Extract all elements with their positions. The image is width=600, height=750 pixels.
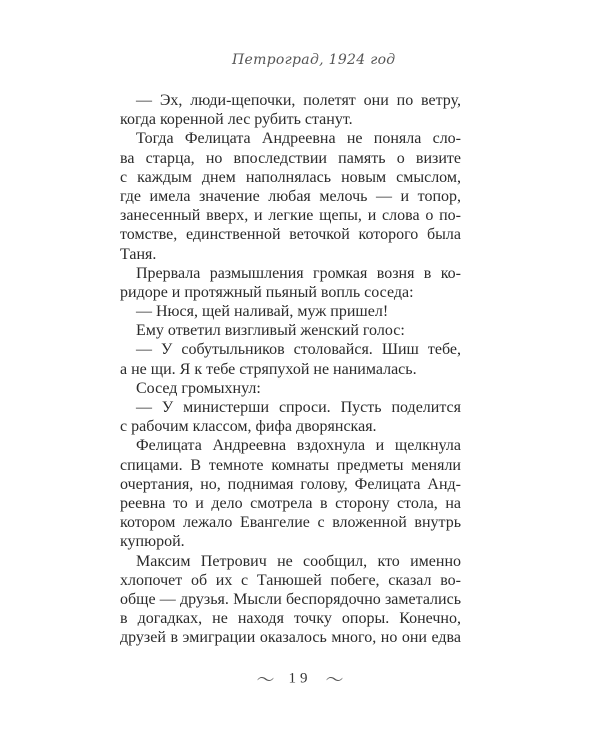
text-line: Сосед громыхнул:: [136, 379, 261, 397]
text-line: Тогда Фелицата Андреевна не поняла сло-: [136, 130, 461, 148]
right-ornament-icon: 〜: [325, 670, 344, 690]
text-line: спицами. В темноте комнаты предметы меняли: [120, 456, 461, 474]
text-line: реевна то и дело смотрела в сторону стола, на: [120, 494, 461, 512]
text-line: ва старца, но впоследствии память о визите: [120, 149, 461, 167]
text-line: где имела значение любая мелочь — и топор,: [120, 187, 461, 205]
text-line: Максим Петрович не сообщил, кто именно: [136, 552, 461, 570]
text-line: Фелицата Андреевна вздохнула и щелкнула: [136, 437, 461, 455]
text-line: Прервала размышления громкая возня в ко-: [136, 264, 461, 282]
text-line: купюрой.: [120, 533, 185, 551]
text-line: в догадках, не находя точку опоры. Конечно,: [120, 610, 461, 628]
left-ornament-icon: 〜: [256, 670, 275, 690]
text-line: — У собутыльников столовайся. Шиш тебе,: [136, 341, 461, 359]
text-line: Таня.: [120, 245, 157, 263]
text-line: с рабочим классом, фифа дворянская.: [120, 418, 377, 436]
text-line: очертания, но, поднимая голову, Фелицата Анд-: [120, 475, 461, 493]
page-number: 19: [288, 670, 312, 687]
text-line: — Нюся, щей наливай, муж пришел!: [136, 303, 389, 321]
text-line: ридоре и протяжный пьяный вопль соседа:: [120, 283, 414, 301]
text-line: а не щи. Я к тебе стряпухой не нанималась.: [120, 360, 417, 378]
text-line: с каждым днем наполнялась новым смыслом,: [120, 168, 461, 186]
running-header: Петроград, 1924 год: [232, 52, 396, 68]
text-line: занесенный вверх, и легкие щепы, и слова о по-: [120, 207, 461, 225]
body-text: [120, 91, 461, 647]
text-line: друзей в эмиграции оказалось много, но они едва: [120, 629, 461, 647]
page-footer: [0, 666, 600, 692]
text-line: хлопочет об их с Танюшей побеге, сказал во-: [120, 571, 461, 589]
text-line: — У министерши спроси. Пусть поделится: [136, 399, 461, 416]
text-line: котором лежало Евангелие с вложенной внутрь: [120, 514, 461, 532]
text-line: — Эх, люди-щепочки, полетят они по ветру,: [136, 92, 461, 109]
text-line: томстве, единственной веточкой которого была: [120, 226, 461, 244]
text-line: Ему ответил визгливый женский голос:: [136, 322, 405, 340]
text-line: обще — друзья. Мысли беспорядочно заметались: [120, 590, 461, 608]
text-line: когда коренной лес рубить станут.: [120, 111, 353, 129]
